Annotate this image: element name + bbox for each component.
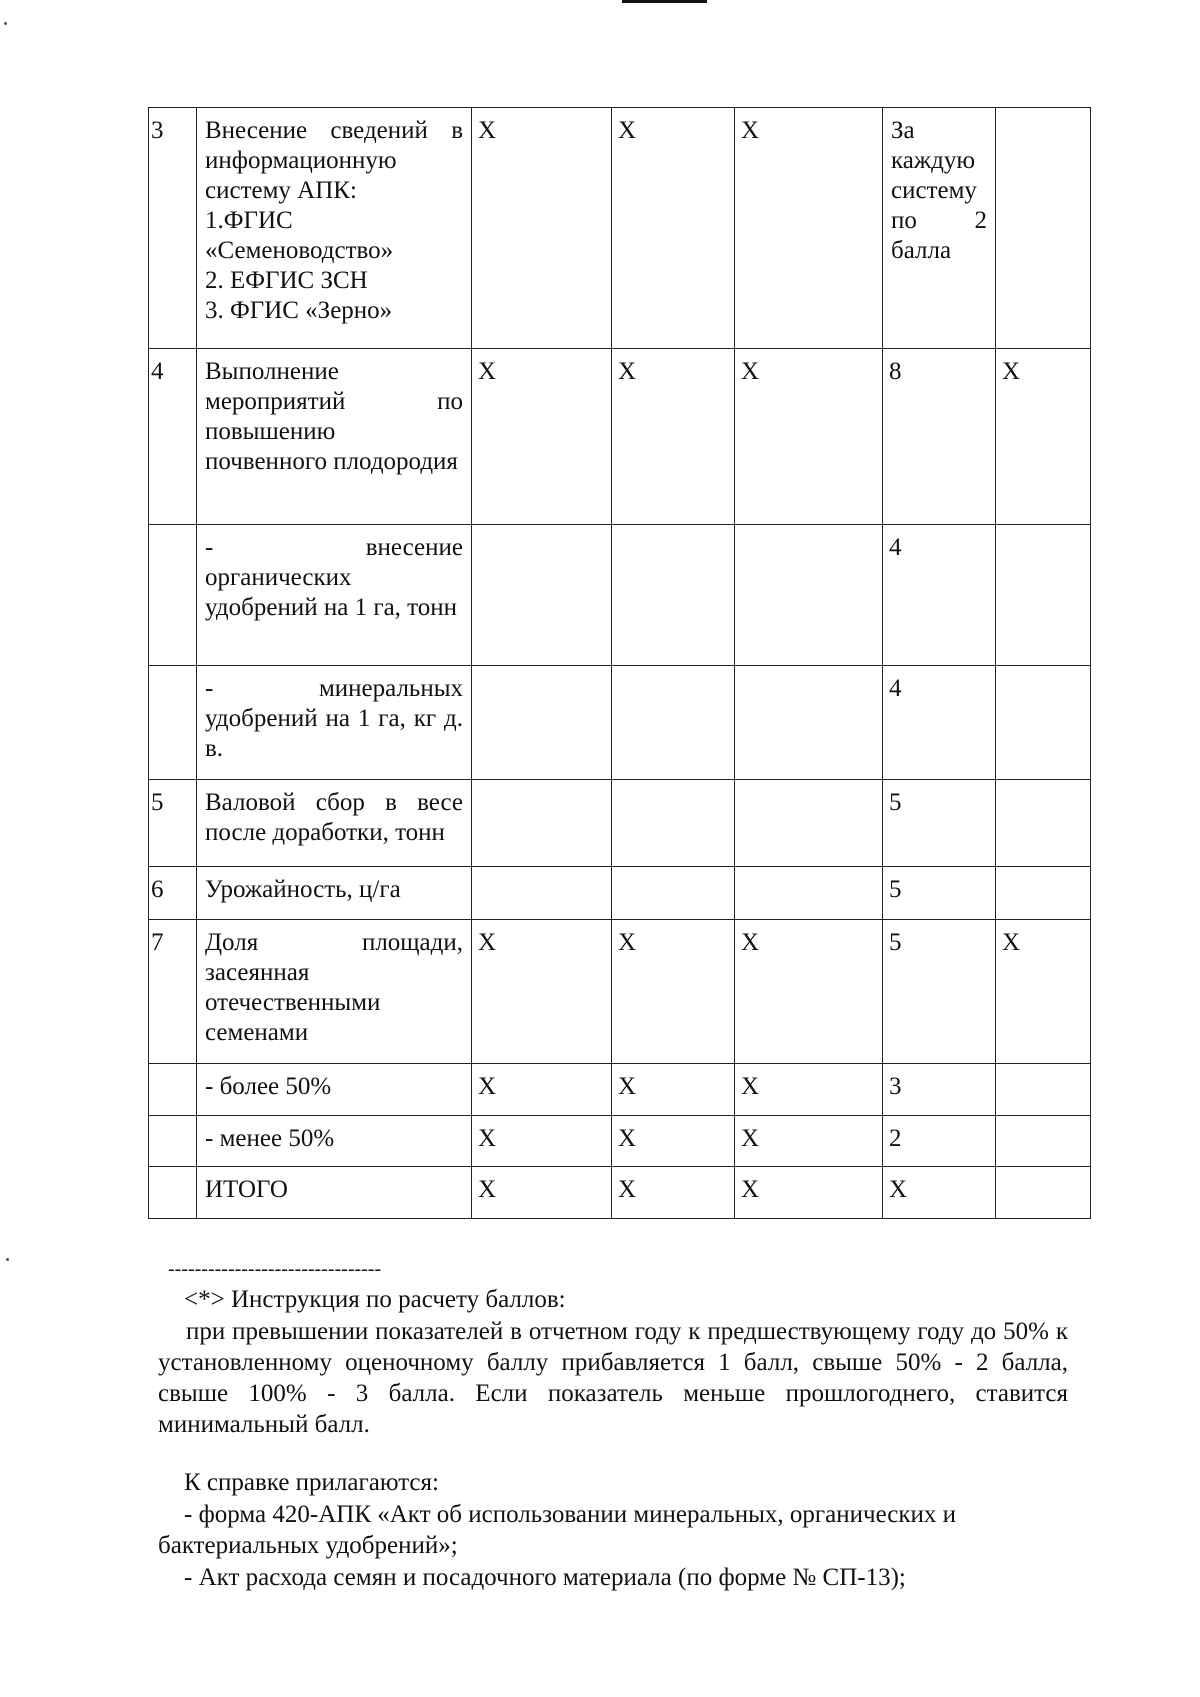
table-row [149,1064,1091,1116]
criterion-name: Доля площади, засеянная отечественными семенами [197,920,472,1064]
criterion-name: - более 50% [197,1064,472,1116]
score-cell: 2 [883,1116,996,1167]
row-number [149,1116,197,1167]
score-cell: 5 [883,780,996,867]
score-cell: За каждую систему по 2 балла [883,108,996,349]
value-cell [612,666,735,780]
criterion-name: Урожайность, ц/га [197,867,472,920]
table-row [149,349,1091,525]
row-number [149,525,197,666]
value-cell [612,525,735,666]
row-number: 7 [149,920,197,1064]
row-number: 4 [149,349,197,525]
attachments-title: К справке прилагаются: [184,1469,439,1496]
criterion-name: Выполнение мероприятий по повышению почвенного плодородия [197,349,472,525]
score-cell: Х [883,1167,996,1219]
score-cell: 4 [883,525,996,666]
value-cell: Х [612,1167,735,1219]
scan-dot [4,22,7,25]
table-row [149,108,1091,349]
score-cell: 5 [883,920,996,1064]
value-cell: Х [612,920,735,1064]
criterion-name: ИТОГО [197,1167,472,1219]
value-cell [996,780,1091,867]
table-row [149,1116,1091,1167]
table-row [149,525,1091,666]
value-cell [472,525,612,666]
value-cell [735,666,883,780]
value-cell: Х [735,108,883,349]
criterion-name: Внесение сведений в информационную систему АПК: 1.ФГИС «Семеноводство» 2. ЕФГИС ЗСН 3. ФГИС «Зерно» [197,108,472,349]
value-cell: Х [472,349,612,525]
criterion-name: Валовой сбор в весе после доработки, тонн [197,780,472,867]
value-cell [996,867,1091,920]
value-cell [996,108,1091,349]
attachment-item: - Акт расхода семян и посадочного материала (по форме № СП-13); [184,1564,906,1591]
value-cell [996,666,1091,780]
table-row [149,666,1091,780]
value-cell: Х [472,108,612,349]
row-number: 5 [149,780,197,867]
value-cell [472,867,612,920]
table-row-total [149,1167,1091,1219]
value-cell [472,666,612,780]
criterion-name: - менее 50% [197,1116,472,1167]
row-number [149,666,197,780]
row-number [149,1167,197,1219]
value-cell [612,780,735,867]
footnote-separator: -------------------------------- [168,1258,382,1280]
value-cell: Х [472,1116,612,1167]
value-cell [996,1064,1091,1116]
row-number: 6 [149,867,197,920]
value-cell: Х [735,1167,883,1219]
value-cell: Х [612,108,735,349]
table-row [149,920,1091,1064]
value-cell [996,1167,1091,1219]
attachment-item: - форма 420-АПК «Акт об использовании минеральных, органических и бактериальных удобрений»; [158,1501,957,1559]
value-cell [735,525,883,666]
scan-dot [6,1258,9,1261]
value-cell: Х [735,1064,883,1116]
value-cell: Х [472,1064,612,1116]
value-cell: Х [735,1116,883,1167]
value-cell [735,867,883,920]
table-row [149,867,1091,920]
row-number [149,1064,197,1116]
score-cell: 3 [883,1064,996,1116]
value-cell: Х [735,349,883,525]
value-cell: Х [472,920,612,1064]
value-cell: Х [735,920,883,1064]
score-table [148,107,1091,1219]
value-cell [996,525,1091,666]
value-cell: Х [472,1167,612,1219]
value-cell [996,1116,1091,1167]
instruction-body: при превышении показателей в отчетном году к предшествующему году до 50% к установленному оценочному баллу прибавляется 1 балл, свыше 50% - 2 балла, свыше 100% - 3 балла. Если показатель меньше прошлогоднего, ставится минимальный балл. [158,1318,1068,1438]
score-cell: 5 [883,867,996,920]
table-row [149,780,1091,867]
value-cell: Х [612,1116,735,1167]
criterion-name: - внесение органических удобрений на 1 га, тонн [197,525,472,666]
score-cell: 8 [883,349,996,525]
value-cell: Х [996,349,1091,525]
value-cell: Х [612,1064,735,1116]
value-cell: Х [612,349,735,525]
value-cell [612,867,735,920]
instruction-title: <*> Инструкция по расчету баллов: [184,1286,566,1313]
score-cell: 4 [883,666,996,780]
criterion-name: - минеральных удобрений на 1 га, кг д. в. [197,666,472,780]
value-cell [472,780,612,867]
value-cell [735,780,883,867]
value-cell: Х [996,920,1091,1064]
top-edge-mark [622,0,707,3]
row-number: 3 [149,108,197,349]
